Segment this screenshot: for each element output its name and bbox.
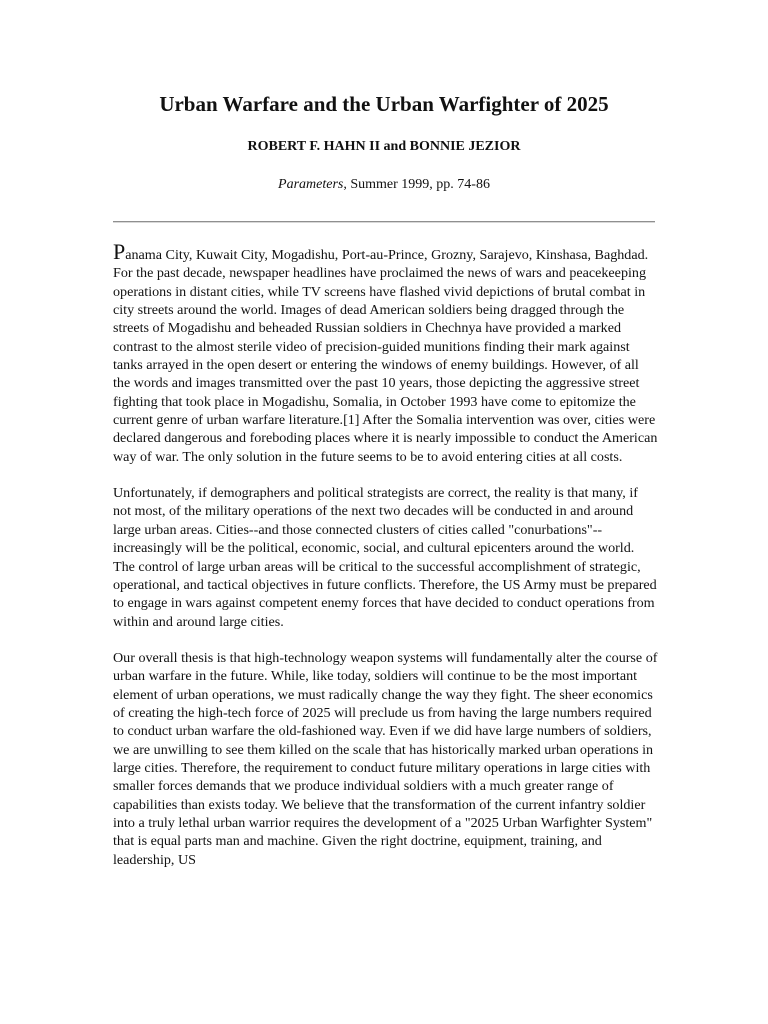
article-authors: ROBERT F. HAHN II and BONNIE JEZIOR — [247, 139, 521, 154]
paragraph-2 — [113, 484, 658, 631]
journal-name: Parameters — [278, 177, 344, 192]
article-citation — [0, 175, 768, 195]
article-body — [113, 239, 658, 887]
drop-cap: P — [113, 239, 126, 264]
journal-issue: , Summer 1999, pp. 74-86 — [343, 177, 490, 192]
paragraph-1 — [113, 239, 658, 466]
paragraph-text: anama City, Kuwait City, Mogadishu, Port-au-Prince, Grozny, Sarajevo, Kinshasa, Baghdad. For the past decade, newspaper headlines have proclaimed the news of wars and peacekeeping operations in distant cities, while TV screens have flashed vivid depictions of brutal combat in city streets around the world. Images of dead American soldiers being dragged through the streets of Mogadishu and beheaded Russian soldiers in Chechnya have provided a marked contrast to the almost sterile video of precision-guided munitions finding their mark against tanks arrayed in the open desert or entering the windows of enemy buildings. However, of all the words and images transmitted over the past 10 years, those depicting the aggressive street fighting that took place in Mogadishu, Somalia, in October 1993 have come to epitomize the current genre of urban warfare literature.[1] After the Somalia intervention was over, cities were declared dangerous and foreboding places where it is nearly impossible to conduct the American way of war. The only solution in the future seems to be to avoid entering cities at all costs. — [113, 247, 658, 465]
paragraph-text: Our overall thesis is that high-technology weapon systems will fundamentally alter the course of urban warfare in the future. While, like today, soldiers will continue to be the most important element of urban operations, we must radically change the way they fight. The sheer economics of creating the high-tech force of 2025 will preclude us from having the large numbers required to conduct urban warfare the old-fashioned way. Even if we did have large numbers of soldiers, we are unwilling to see them killed on the scale that has historically marked urban operations in large cities. Therefore, the requirement to conduct future military operations in large cities with smaller forces demands that we produce individual soldiers with a much greater range of capabilities than exists today. We believe that the transformation of the current infantry soldier into a truly lethal urban warrior requires the development of a "2025 Urban Warfighter System" that is equal parts man and machine. Given the right doctrine, equipment, training, and leadership, US — [113, 649, 658, 868]
paragraph-3 — [113, 649, 658, 869]
paragraph-text: Unfortunately, if demographers and political strategists are correct, the reality is that many, if not most, of the military operations of the next two decades will be conducted in and around large urban areas. Cities--and those connected clusters of cities called "conurbations"--increasingly will be the political, economic, social, and cultural epicenters around the world. The control of large urban areas will be critical to the successful accomplishment of strategic, operational, and tactical objectives in future conflicts. Therefore, the US Army must be prepared to engage in wars against competent enemy forces that have decided to conduct operations from within and around large cities. — [113, 485, 657, 630]
article-title: Urban Warfare and the Urban Warfighter of 2025 — [159, 92, 609, 116]
horizontal-divider — [113, 221, 655, 223]
